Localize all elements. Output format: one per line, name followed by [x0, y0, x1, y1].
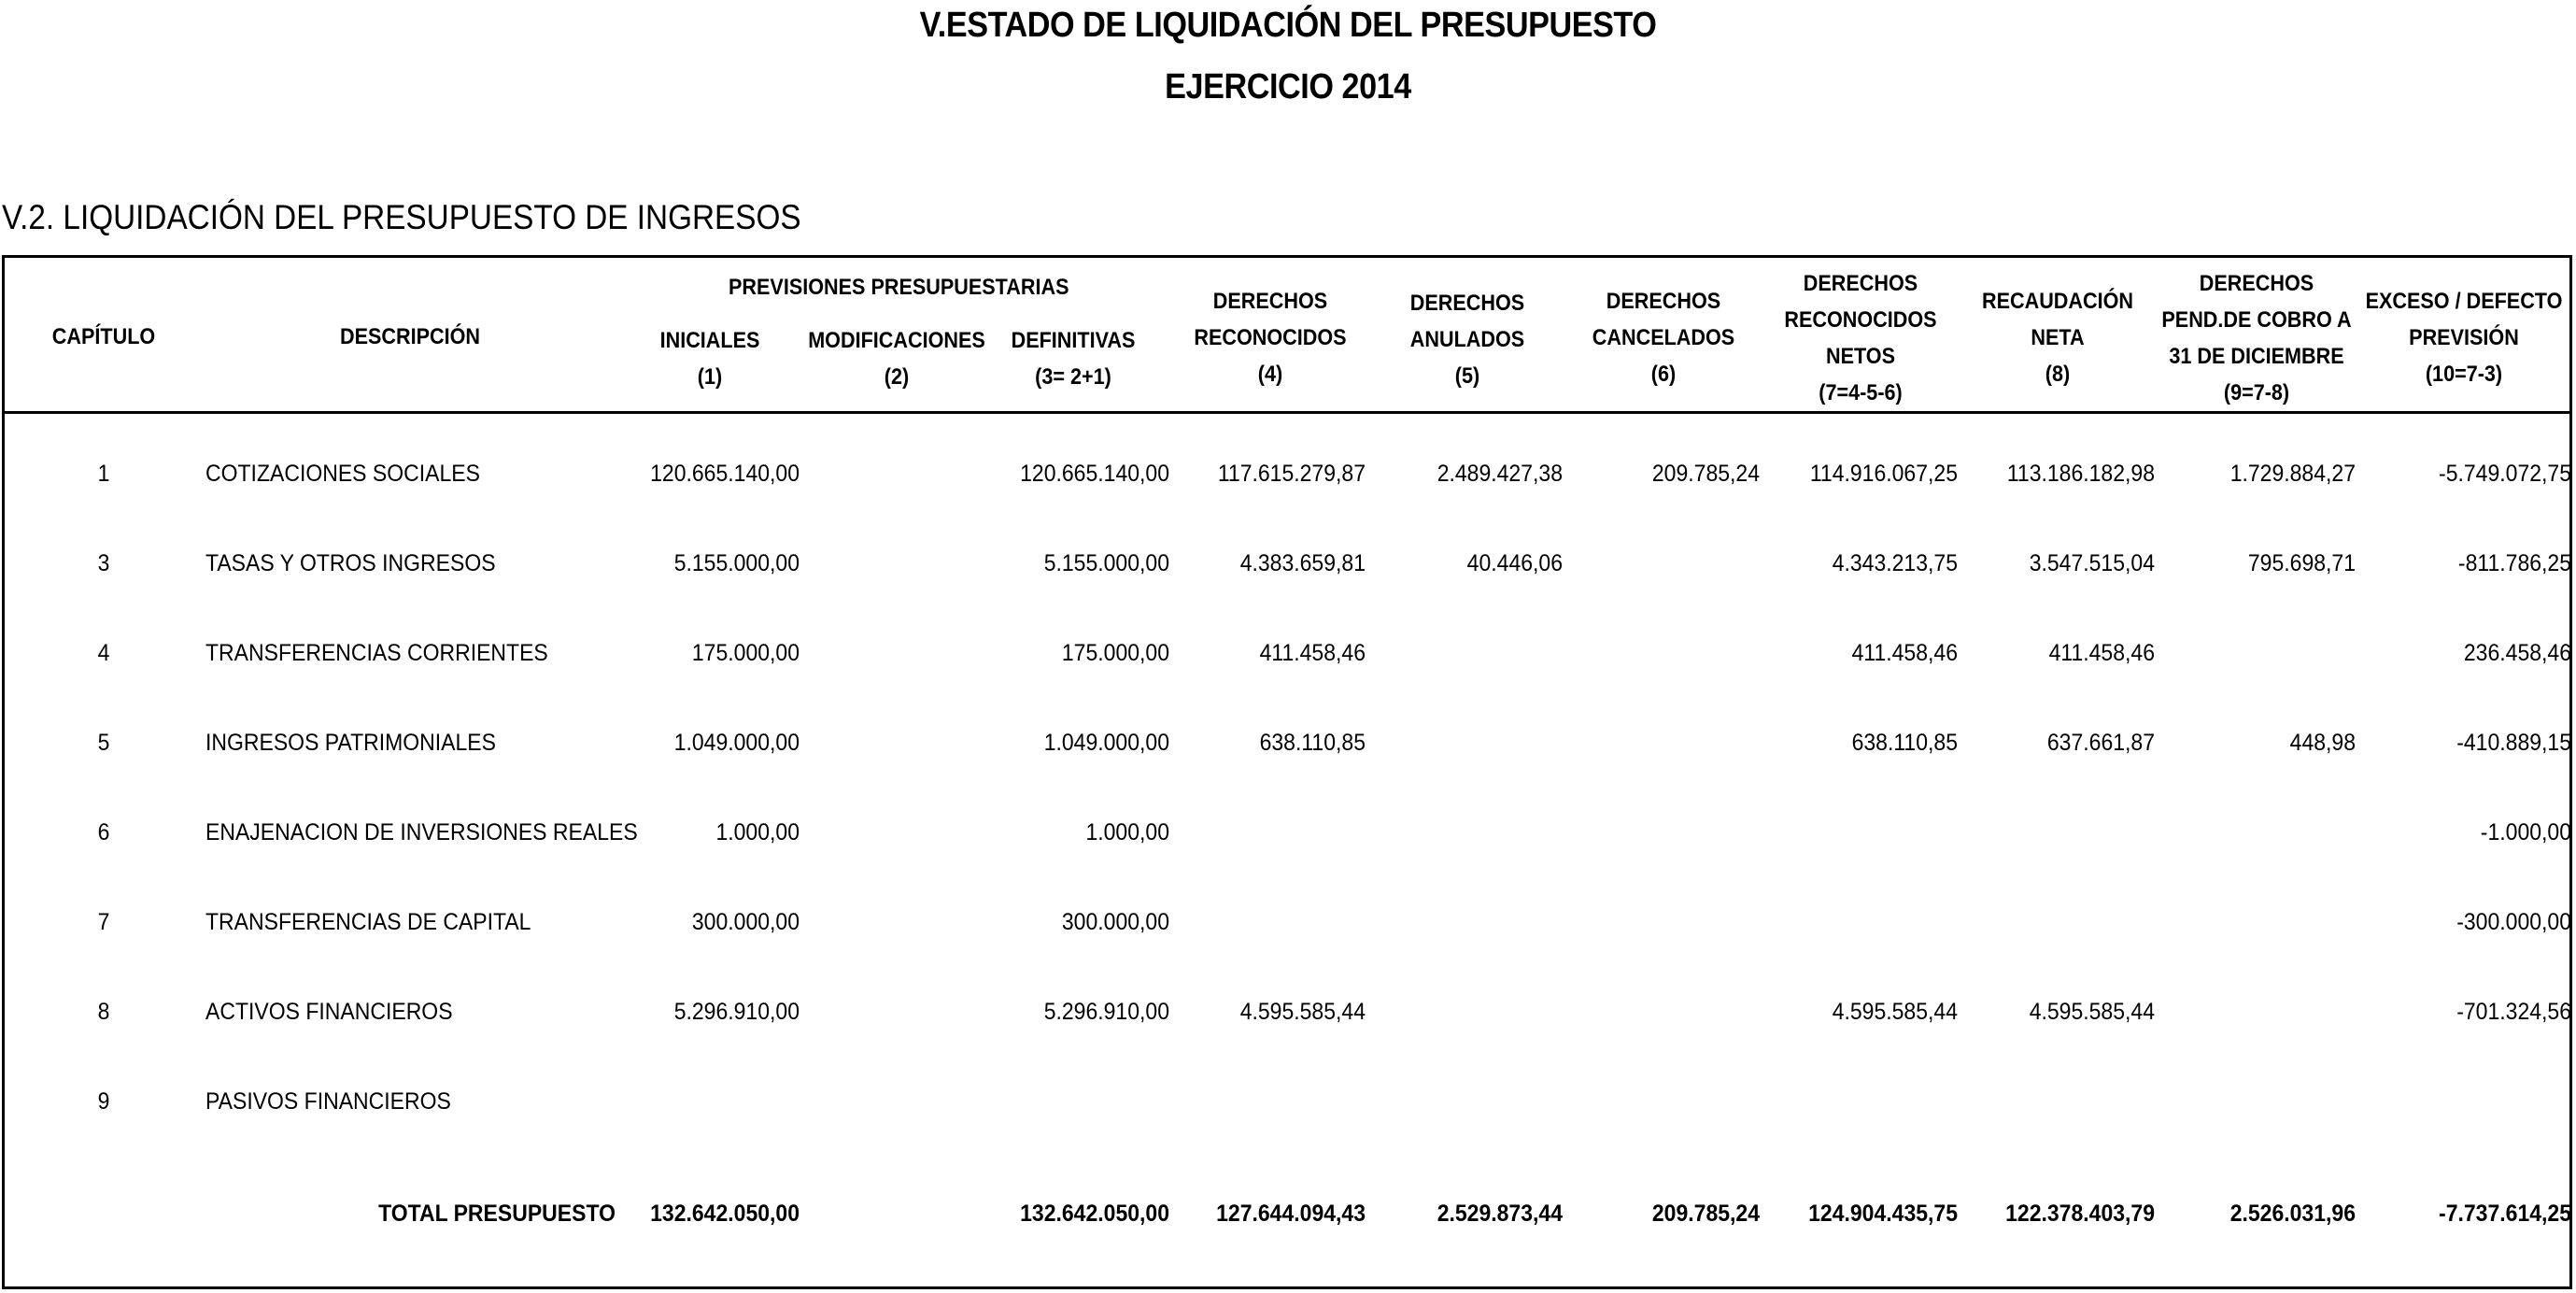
header-derechos-cancelados-line: (6)	[1650, 362, 1677, 387]
cell-iniciales: 1.049.000,00	[673, 730, 800, 756]
cell-derechos-netos: 4.343.213,75	[1832, 550, 1958, 576]
header-recaudacion-neta-line: NETA	[2031, 325, 2085, 350]
cell-capitulo: 1	[97, 461, 110, 487]
header-exceso-defecto-line: (10=7-3)	[2425, 362, 2503, 387]
cell-exceso-defecto: -300.000,00	[2456, 909, 2571, 935]
header-modificaciones-line: (2)	[884, 364, 910, 390]
section-title: V.2. LIQUIDACIÓN DEL PRESUPUESTO DE INGRESOS	[2, 198, 801, 236]
header-pend-cobro-line: 31 DE DICIEMBRE	[2169, 344, 2344, 369]
cell-capitulo: 6	[97, 819, 110, 845]
total-derechos-reconocidos: 127.644.094,43	[1216, 1201, 1366, 1227]
total-derechos-anulados: 2.529.873,44	[1437, 1201, 1563, 1227]
header-derechos-netos-line: DERECHOS	[1803, 271, 1918, 296]
header-definitivas-line: DEFINITIVAS	[1011, 328, 1136, 353]
cell-recaudacion-neta: 3.547.515,04	[2029, 550, 2155, 576]
cell-exceso-defecto: -1.000,00	[2480, 819, 2571, 845]
total-recaudacion-neta: 122.378.403,79	[2005, 1201, 2155, 1227]
header-capitulo	[0, 319, 272, 355]
header-divider	[5, 411, 2569, 414]
header-modificaciones-line: MODIFICACIONES	[808, 328, 985, 353]
cell-derechos-netos: 411.458,46	[1851, 640, 1958, 666]
header-capitulo-line: CAPÍTULO	[51, 324, 156, 349]
header-derechos-netos-line: RECONOCIDOS	[1784, 307, 1937, 333]
cell-capitulo: 5	[97, 730, 110, 756]
cell-iniciales: 5.296.910,00	[673, 999, 800, 1025]
cell-exceso-defecto: -811.786,25	[2457, 550, 2571, 576]
cell-definitivas: 1.000,00	[1085, 819, 1169, 845]
cell-capitulo: 8	[97, 999, 110, 1025]
cell-derechos-netos: 114.916.067,25	[1809, 461, 1958, 487]
cell-pend-cobro: 1.729.884,27	[2229, 461, 2356, 487]
cell-descripcion: PASIVOS FINANCIEROS	[205, 1088, 451, 1115]
cell-derechos-reconocidos: 4.595.585,44	[1239, 999, 1366, 1025]
cell-pend-cobro: 448,98	[2289, 730, 2356, 756]
header-descripcion	[242, 319, 578, 355]
cell-descripcion: ENAJENACION DE INVERSIONES REALES	[205, 819, 638, 845]
header-previsiones	[729, 269, 1069, 305]
header-derechos-cancelados-line: DERECHOS	[1606, 289, 1721, 314]
header-derechos-anulados-line: DERECHOS	[1409, 291, 1525, 316]
total-exceso-defecto: -7.737.614,25	[2439, 1201, 2571, 1227]
header-derechos-anulados-line: ANULADOS	[1409, 327, 1525, 352]
header-derechos-reconocidos-line: RECONOCIDOS	[1194, 325, 1347, 350]
header-pend-cobro-line: (9=7-8)	[2223, 380, 2290, 405]
cell-capitulo: 9	[97, 1088, 110, 1115]
cell-iniciales: 120.665.140,00	[650, 461, 800, 487]
cell-derechos-cancelados: 209.785,24	[1651, 461, 1760, 487]
cell-definitivas: 120.665.140,00	[1020, 461, 1169, 487]
page-title: V.ESTADO DE LIQUIDACIÓN DEL PRESUPUESTO	[919, 6, 1657, 45]
cell-descripcion: TASAS Y OTROS INGRESOS	[205, 550, 496, 576]
cell-descripcion: COTIZACIONES SOCIALES	[205, 461, 480, 487]
cell-derechos-netos: 4.595.585,44	[1832, 999, 1958, 1025]
header-exceso-defecto-line: EXCESO / DEFECTO	[2365, 289, 2563, 314]
cell-recaudacion-neta: 4.595.585,44	[2029, 999, 2155, 1025]
total-definitivas: 132.642.050,00	[1020, 1201, 1169, 1227]
total-iniciales: 132.642.050,00	[650, 1201, 800, 1227]
header-derechos-reconocidos-line: (4)	[1257, 362, 1283, 387]
cell-descripcion: TRANSFERENCIAS DE CAPITAL	[205, 909, 531, 935]
cell-derechos-anulados: 2.489.427,38	[1437, 461, 1563, 487]
page-subtitle: EJERCICIO 2014	[1165, 67, 1411, 107]
cell-iniciales: 175.000,00	[691, 640, 800, 666]
header-recaudacion-neta-line: RECAUDACIÓN	[1982, 289, 2133, 314]
header-iniciales-line: INICIALES	[659, 328, 760, 353]
total-label: TOTAL PRESUPUESTO	[378, 1201, 616, 1227]
header-derechos-anulados-line: (5)	[1454, 363, 1480, 389]
cell-iniciales: 5.155.000,00	[673, 550, 800, 576]
header-definitivas-line: (3= 2+1)	[1035, 364, 1111, 390]
cell-descripcion: ACTIVOS FINANCIEROS	[205, 999, 453, 1025]
header-pend-cobro-line: DERECHOS	[2199, 271, 2314, 296]
header-previsiones-line: PREVISIONES PRESUPUESTARIAS	[729, 275, 1069, 300]
cell-definitivas: 5.296.910,00	[1043, 999, 1169, 1025]
header-descripcion-line: DESCRIPCIÓN	[339, 324, 481, 349]
cell-recaudacion-neta: 113.186.182,98	[2006, 461, 2155, 487]
cell-descripcion: TRANSFERENCIAS CORRIENTES	[205, 640, 548, 666]
cell-derechos-reconocidos: 117.615.279,87	[1217, 461, 1366, 487]
cell-capitulo: 3	[97, 550, 110, 576]
cell-derechos-reconocidos: 411.458,46	[1259, 640, 1366, 666]
header-derechos-cancelados-line: CANCELADOS	[1592, 325, 1735, 350]
cell-pend-cobro: 795.698,71	[2247, 550, 2356, 576]
cell-exceso-defecto: 236.458,46	[2463, 640, 2571, 666]
cell-recaudacion-neta: 411.458,46	[2048, 640, 2155, 666]
cell-capitulo: 4	[97, 640, 110, 666]
header-derechos-reconocidos-line: DERECHOS	[1212, 289, 1328, 314]
header-exceso-defecto-line: PREVISIÓN	[2409, 325, 2519, 350]
cell-derechos-reconocidos: 4.383.659,81	[1239, 550, 1366, 576]
cell-derechos-anulados: 40.446,06	[1466, 550, 1563, 576]
total-derechos-cancelados: 209.785,24	[1651, 1201, 1760, 1227]
cell-derechos-reconocidos: 638.110,85	[1259, 730, 1366, 756]
header-derechos-netos-line: NETOS	[1825, 344, 1896, 369]
cell-derechos-netos: 638.110,85	[1851, 730, 1958, 756]
cell-definitivas: 1.049.000,00	[1043, 730, 1169, 756]
header-recaudacion-neta-line: (8)	[2045, 362, 2071, 387]
cell-iniciales: 300.000,00	[691, 909, 800, 935]
cell-definitivas: 175.000,00	[1061, 640, 1169, 666]
cell-definitivas: 5.155.000,00	[1043, 550, 1169, 576]
cell-capitulo: 7	[97, 909, 110, 935]
header-derechos-netos-line: (7=4-5-6)	[1819, 380, 1903, 405]
cell-definitivas: 300.000,00	[1061, 909, 1169, 935]
header-iniciales-line: (1)	[697, 364, 723, 390]
cell-exceso-defecto: -701.324,56	[2456, 999, 2571, 1025]
cell-iniciales: 1.000,00	[715, 819, 800, 845]
cell-descripcion: INGRESOS PATRIMONIALES	[205, 730, 496, 756]
header-exceso-defecto	[2296, 283, 2576, 392]
cell-exceso-defecto: -410.889,15	[2456, 730, 2571, 756]
total-pend-cobro: 2.526.031,96	[2229, 1201, 2356, 1227]
header-pend-cobro-line: PEND.DE COBRO A	[2161, 307, 2352, 333]
budget-table	[2, 255, 2572, 1289]
cell-recaudacion-neta: 637.661,87	[2046, 730, 2155, 756]
total-derechos-netos: 124.904.435,75	[1808, 1201, 1958, 1227]
cell-exceso-defecto: -5.749.072,75	[2439, 461, 2571, 487]
